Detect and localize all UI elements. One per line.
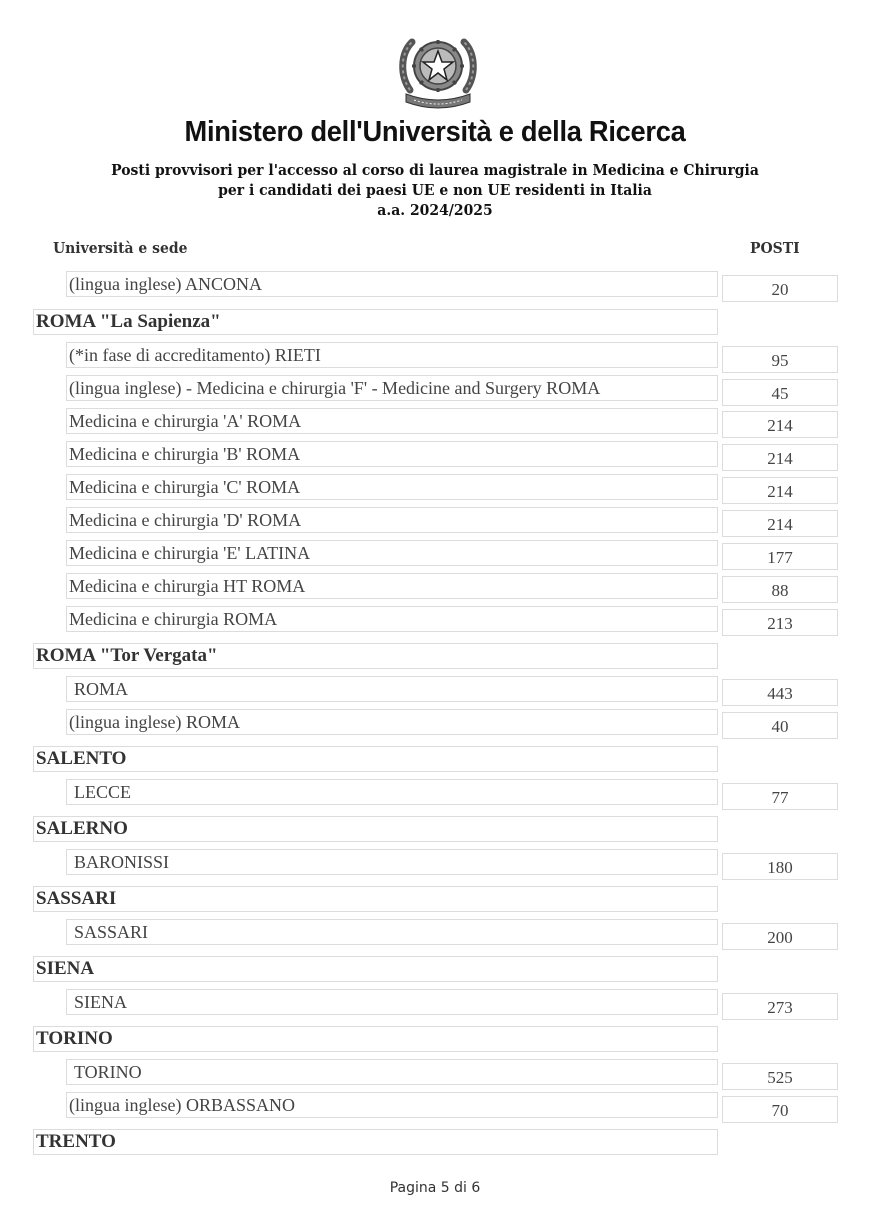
column-header-posti: POSTI: [750, 239, 800, 257]
sede-row: TORINO: [66, 1059, 718, 1085]
sede-row: (*in fase di accreditamento) RIETI: [66, 342, 718, 368]
posti-value: 525: [722, 1063, 838, 1090]
posti-value: 45: [722, 379, 838, 406]
posti-value: 40: [722, 712, 838, 739]
sede-row: Medicina e chirurgia HT ROMA: [66, 573, 718, 599]
university-row: SASSARI: [33, 886, 718, 912]
sede-row: (lingua inglese) ORBASSANO: [66, 1092, 718, 1118]
posti-value: 213: [722, 609, 838, 636]
column-header-university: Università e sede: [53, 239, 188, 257]
posti-value: 180: [722, 853, 838, 880]
ministry-title: Ministero dell'Università e della Ricerca: [184, 116, 686, 148]
sede-row: Medicina e chirurgia 'B' ROMA: [66, 441, 718, 467]
posti-value: 443: [722, 679, 838, 706]
academic-year: a.a. 2024/2025: [377, 201, 493, 219]
university-row: TORINO: [33, 1026, 718, 1052]
posti-value: 200: [722, 923, 838, 950]
posti-value: 77: [722, 783, 838, 810]
posti-value: 214: [722, 411, 838, 438]
document-subtitle-line-1: Posti provvisori per l'accesso al corso di laurea magistrale in Medicina e Chirurgia: [111, 161, 759, 179]
sede-row: Medicina e chirurgia 'A' ROMA: [66, 408, 718, 434]
sede-row: (lingua inglese) - Medicina e chirurgia 'F' - Medicine and Surgery ROMA: [66, 375, 718, 401]
posti-value: 95: [722, 346, 838, 373]
university-row: ROMA "Tor Vergata": [33, 643, 718, 669]
university-row: SIENA: [33, 956, 718, 982]
university-row: SALERNO: [33, 816, 718, 842]
document-subtitle-line-2: per i candidati dei paesi UE e non UE residenti in Italia: [218, 181, 652, 199]
sede-row: Medicina e chirurgia 'C' ROMA: [66, 474, 718, 500]
sede-row: LECCE: [66, 779, 718, 805]
posti-value: 214: [722, 477, 838, 504]
sede-row: Medicina e chirurgia 'E' LATINA: [66, 540, 718, 566]
sede-row: BARONISSI: [66, 849, 718, 875]
sede-row: Medicina e chirurgia ROMA: [66, 606, 718, 632]
posti-value: 70: [722, 1096, 838, 1123]
posti-value: 214: [722, 444, 838, 471]
sede-row: Medicina e chirurgia 'D' ROMA: [66, 507, 718, 533]
university-row: ROMA "La Sapienza": [33, 309, 718, 335]
sede-row: (lingua inglese) ANCONA: [66, 271, 718, 297]
posti-value: 273: [722, 993, 838, 1020]
posti-value: 214: [722, 510, 838, 537]
university-row: SALENTO: [33, 746, 718, 772]
italian-republic-emblem-icon: [396, 26, 480, 110]
page-number: Pagina 5 di 6: [389, 1180, 481, 1196]
posti-value: 20: [722, 275, 838, 302]
sede-row: SIENA: [66, 989, 718, 1015]
sede-row: ROMA: [66, 676, 718, 702]
sede-row: (lingua inglese) ROMA: [66, 709, 718, 735]
sede-row: SASSARI: [66, 919, 718, 945]
posti-value: 88: [722, 576, 838, 603]
university-row: TRENTO: [33, 1129, 718, 1155]
posti-value: 177: [722, 543, 838, 570]
